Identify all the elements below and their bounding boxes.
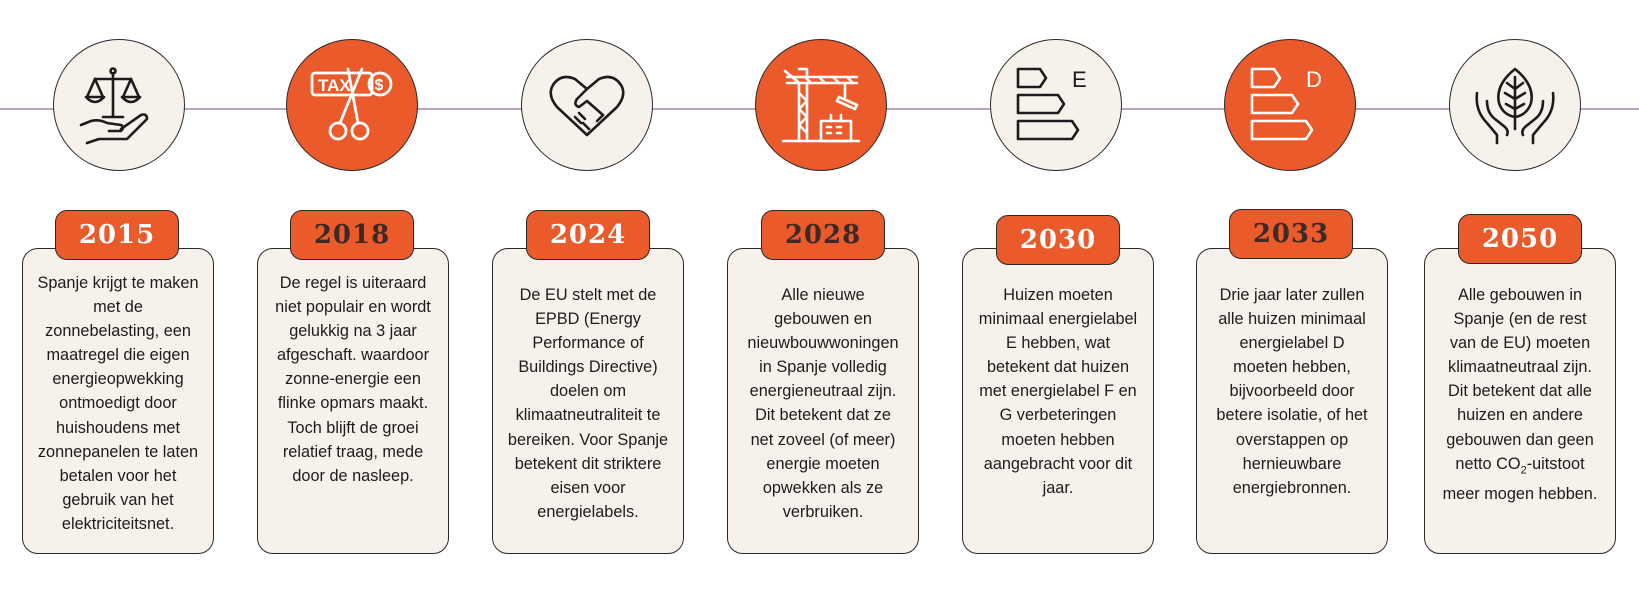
year-badge-2050: 2050 <box>1458 214 1582 264</box>
circle-2030 <box>990 39 1122 171</box>
circle-2028 <box>755 39 887 171</box>
year-badge-2028: 2028 <box>761 210 885 260</box>
card-text: Huizen moeten minimaal energielabel E hebben, wat betekent dat huizen met energielabel F en G verbeteringen moeten hebben aangebracht voor dit jaar. <box>978 286 1138 497</box>
year-badge-2018: 2018 <box>290 210 414 260</box>
circle-2018 <box>286 39 418 171</box>
svg-text:TAX: TAX <box>318 76 351 95</box>
year-badge-2024: 2024 <box>526 210 650 260</box>
card-2033 <box>1196 248 1388 554</box>
card-2015 <box>22 248 214 554</box>
circle-2024 <box>521 39 653 171</box>
year-badge-2030: 2030 <box>996 215 1120 265</box>
card-2028 <box>727 248 919 554</box>
crane-building-icon <box>779 63 863 147</box>
card-2024 <box>492 248 684 554</box>
scales-hand-icon <box>77 63 161 147</box>
energy-label-e-icon <box>1014 63 1098 147</box>
card-2050 <box>1424 248 1616 554</box>
card-text: Spanje krijgt te maken met de zonnebelasting, een maatregel die eigen energieopwekking ontmoedigt door huishoudens met zonnepanelen te laten betalen voor het gebruik van het elektriciteitsnet. <box>37 274 199 533</box>
card-text: Alle nieuwe gebouwen en nieuwbouwwoningen in Spanje volledig energieneutraal zijn. Dit betekent dat ze net zoveel (of meer) energie moeten opwekken als ze verbruiken. <box>747 286 899 521</box>
heart-handshake-icon <box>545 63 629 147</box>
leaf-hands-icon <box>1473 63 1557 147</box>
circle-2050 <box>1449 39 1581 171</box>
card-text: De regel is uiteraard niet populair en wordt gelukkig na 3 jaar afgeschaft. waardoor zonne-energie een flinke opmars maakt. Toch blijft de groei relatief traag, mede door de nasleep. <box>275 274 431 485</box>
card-2018 <box>257 248 449 554</box>
tax-scissors-icon <box>310 63 394 147</box>
co2-subscript: 2 <box>1520 463 1527 476</box>
circle-2033 <box>1224 39 1356 171</box>
svg-text:$: $ <box>374 77 384 94</box>
label-letter-e: E <box>1072 67 1087 92</box>
card-text <box>1439 283 1601 506</box>
card-text-part: -uitstoot meer mogen hebben. <box>1442 454 1598 503</box>
year-badge-2015: 2015 <box>55 210 179 260</box>
label-letter-d: D <box>1306 67 1322 92</box>
energy-label-d-icon <box>1248 63 1332 147</box>
card-text: De EU stelt met de EPBD (Energy Performance of Buildings Directive) doelen om klimaatneutraliteit te bereiken. Voor Spanje betekent dit striktere eisen voor energielabels. <box>507 286 669 521</box>
circle-2015 <box>53 39 185 171</box>
card-text: Drie jaar later zullen alle huizen minimaal energielabel D moeten hebben, bijvoorbeeld door betere isolatie, of het overstappen op hernieuwbare energiebronnen. <box>1216 286 1368 497</box>
card-2030 <box>962 248 1154 554</box>
card-text-part: Alle gebouwen in Spanje (en de rest van de EU) moeten klimaatneutraal zijn. Dit betekent dat alle huizen en andere gebouwen dan geen netto CO <box>1446 286 1594 473</box>
year-badge-2033: 2033 <box>1229 209 1353 259</box>
